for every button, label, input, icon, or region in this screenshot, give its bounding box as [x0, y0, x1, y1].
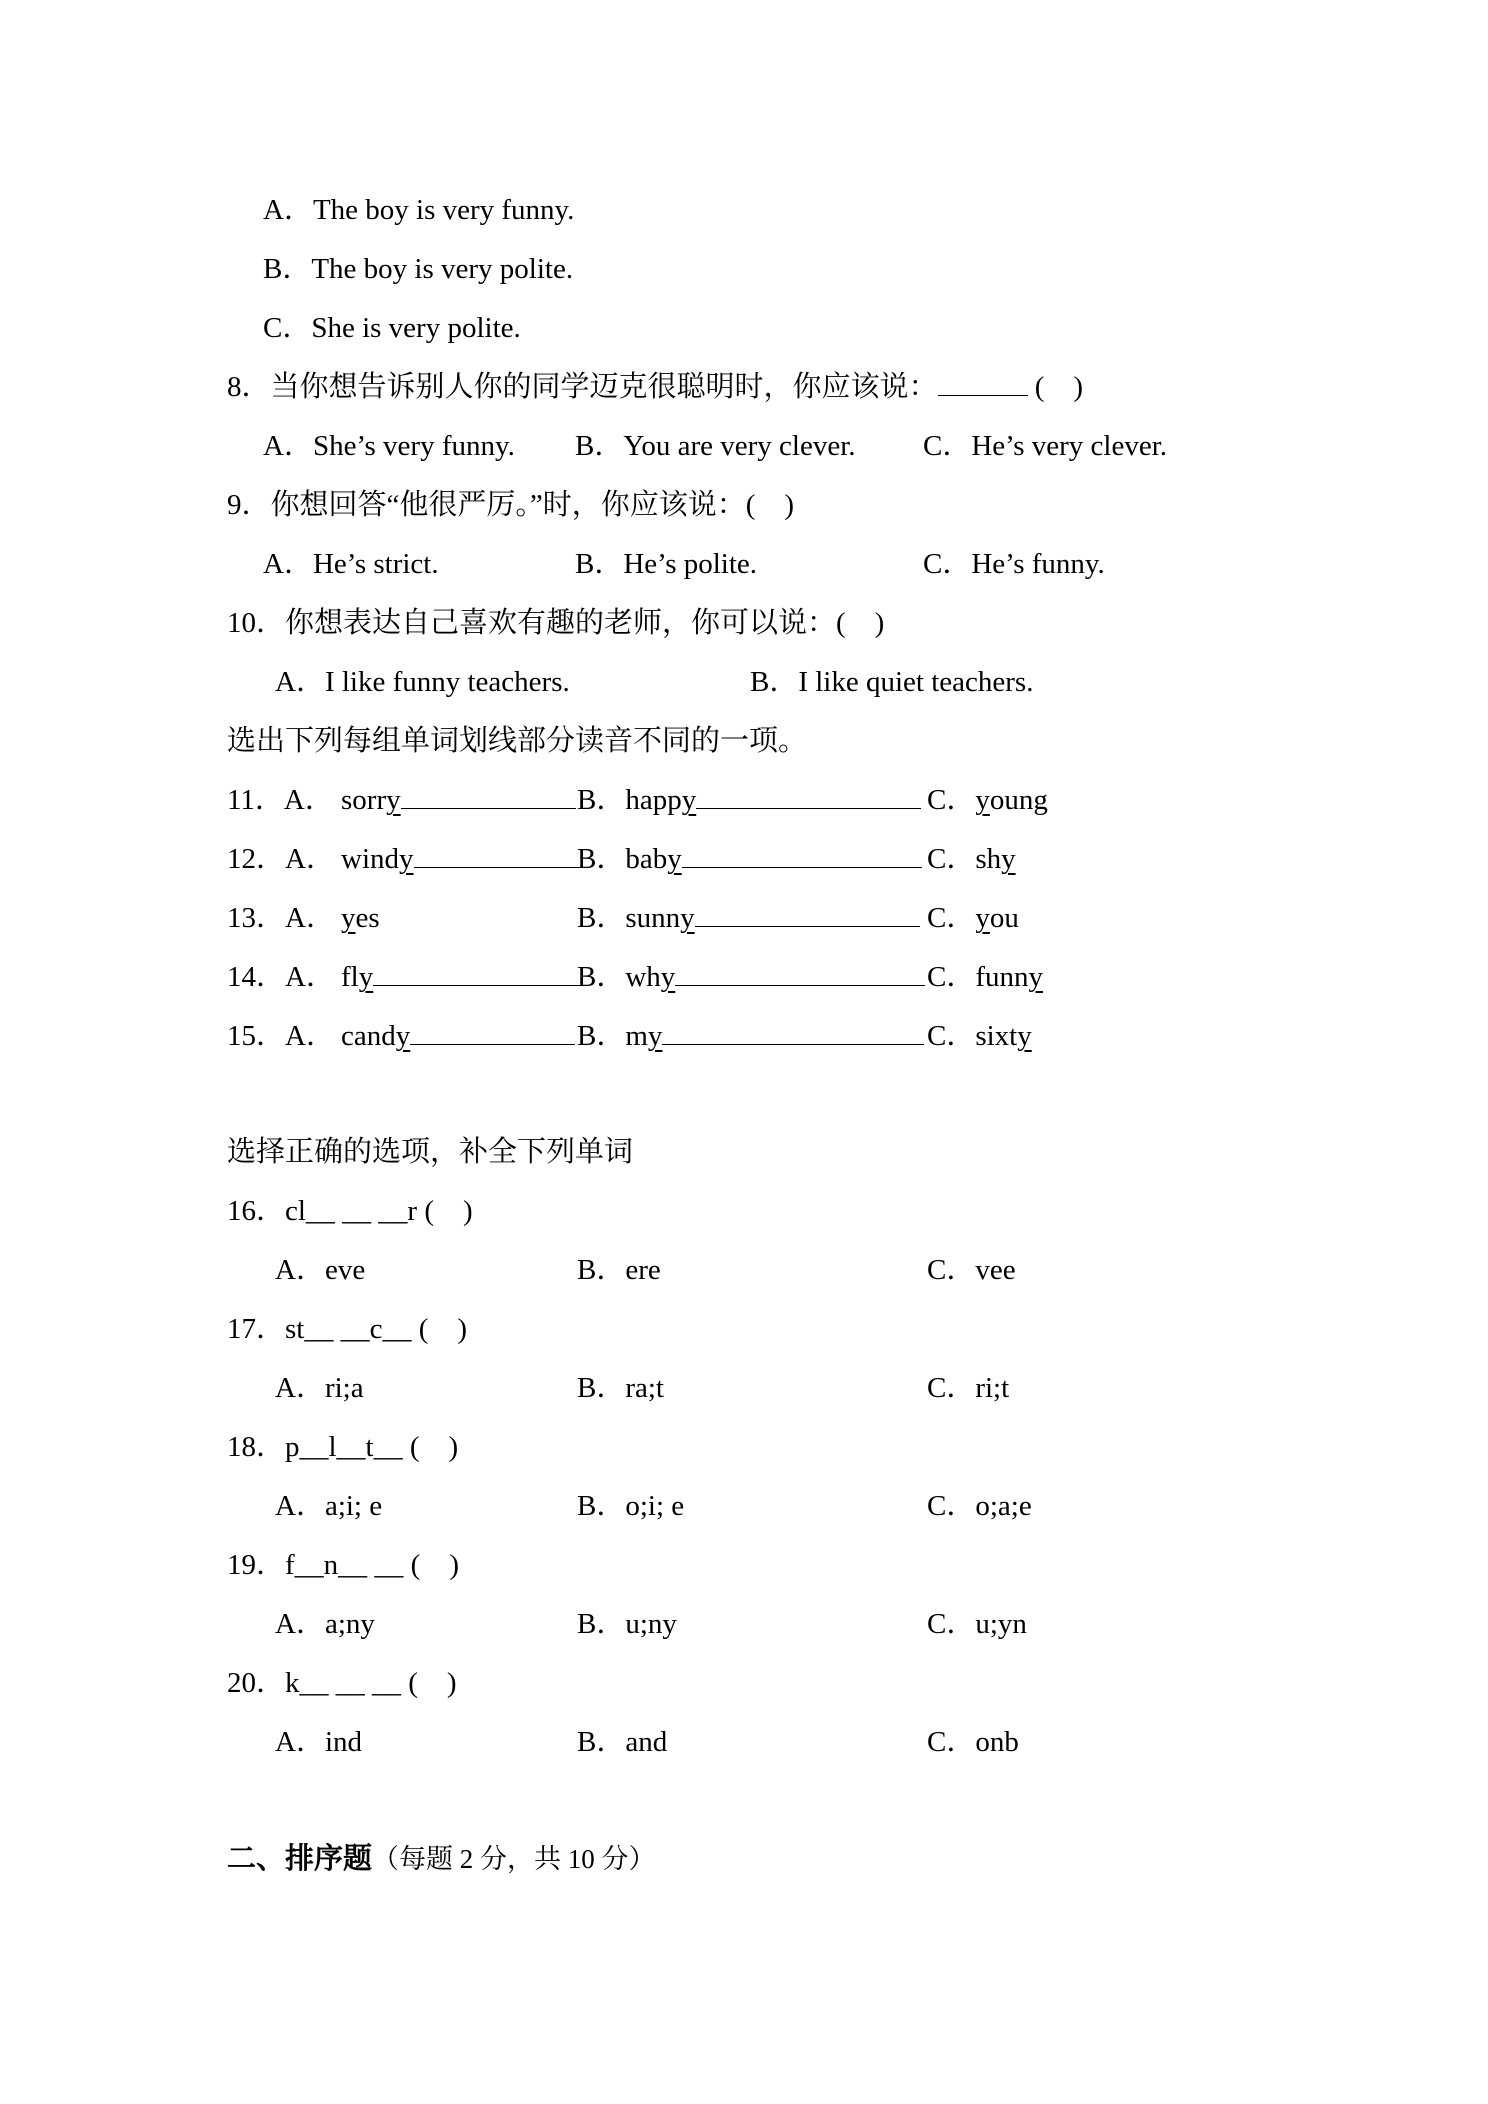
q16-options: A．eve B．ere C．vee	[275, 1254, 1016, 1286]
section-fill-title: 选择正确的选项，补全下列单词	[227, 1136, 634, 1168]
phonics-row-12: 12．A． windy B．baby C．shy	[227, 837, 1327, 881]
q9-option-b: B．He’s polite.	[575, 548, 758, 580]
q8-option-a: A．She’s very funny.	[263, 430, 515, 462]
q16-stem: 16．cl__ __ __r ( )	[227, 1195, 473, 1227]
q8-stem: 8．当你想告诉别人你的同学迈克很聪明时，你应该说： ( )	[227, 365, 1083, 409]
q20-stem: 20．k__ __ __ ( )	[227, 1667, 457, 1699]
q10-option-a: A．I like funny teachers.	[275, 666, 570, 698]
q19-stem: 19．f__n__ __ ( )	[227, 1549, 459, 1581]
answer-blank	[938, 365, 1028, 396]
phonics-row-13: 13．A． yes B．sunny C．you	[227, 896, 1327, 940]
q9-option-c: C．He’s funny.	[923, 548, 1105, 580]
q8-option-c: C．He’s very clever.	[923, 430, 1168, 462]
q10-option-b: B．I like quiet teachers.	[750, 666, 1034, 698]
q7-option-b: B．The boy is very polite.	[263, 253, 574, 285]
q8-options	[263, 424, 1263, 468]
q18-stem: 18．p__l__t__ ( )	[227, 1431, 459, 1463]
q7-option-c: C．She is very polite.	[263, 312, 521, 344]
section-phonics-title: 选出下列每组单词划线部分读音不同的一项。	[227, 725, 808, 757]
q10-options	[275, 660, 1275, 704]
q8-option-b: B．You are very clever.	[575, 430, 856, 462]
q18-options: A．a;i; e B．o;i; e C．o;a;e	[275, 1490, 1032, 1522]
q20-options: A．ind B．and C．onb	[275, 1726, 1019, 1758]
q9-options	[263, 542, 1263, 586]
q17-options: A．ri;a B．ra;t C．ri;t	[275, 1372, 1010, 1404]
q10-stem: 10．你想表达自己喜欢有趣的老师，你可以说：( )	[227, 607, 885, 639]
phonics-row-14: 14．A． fly B．why C．funny	[227, 955, 1327, 999]
q9-stem: 9．你想回答“他很严厉。”时，你应该说：( )	[227, 489, 795, 521]
q17-stem: 17．st__ __c__ ( )	[227, 1313, 468, 1345]
q9-option-a: A．He’s strict.	[263, 548, 439, 580]
phonics-row-15: 15．A． candy B．my C．sixty	[227, 1014, 1327, 1058]
q19-options: A．a;ny B．u;ny C．u;yn	[275, 1608, 1027, 1640]
section2-heading: 二、排序题（每题 2 分，共 10 分）	[227, 1843, 656, 1875]
phonics-row-11: 11．A． sorry B．happy C．young	[227, 778, 1327, 822]
q7-option-a: A．The boy is very funny.	[263, 194, 575, 226]
